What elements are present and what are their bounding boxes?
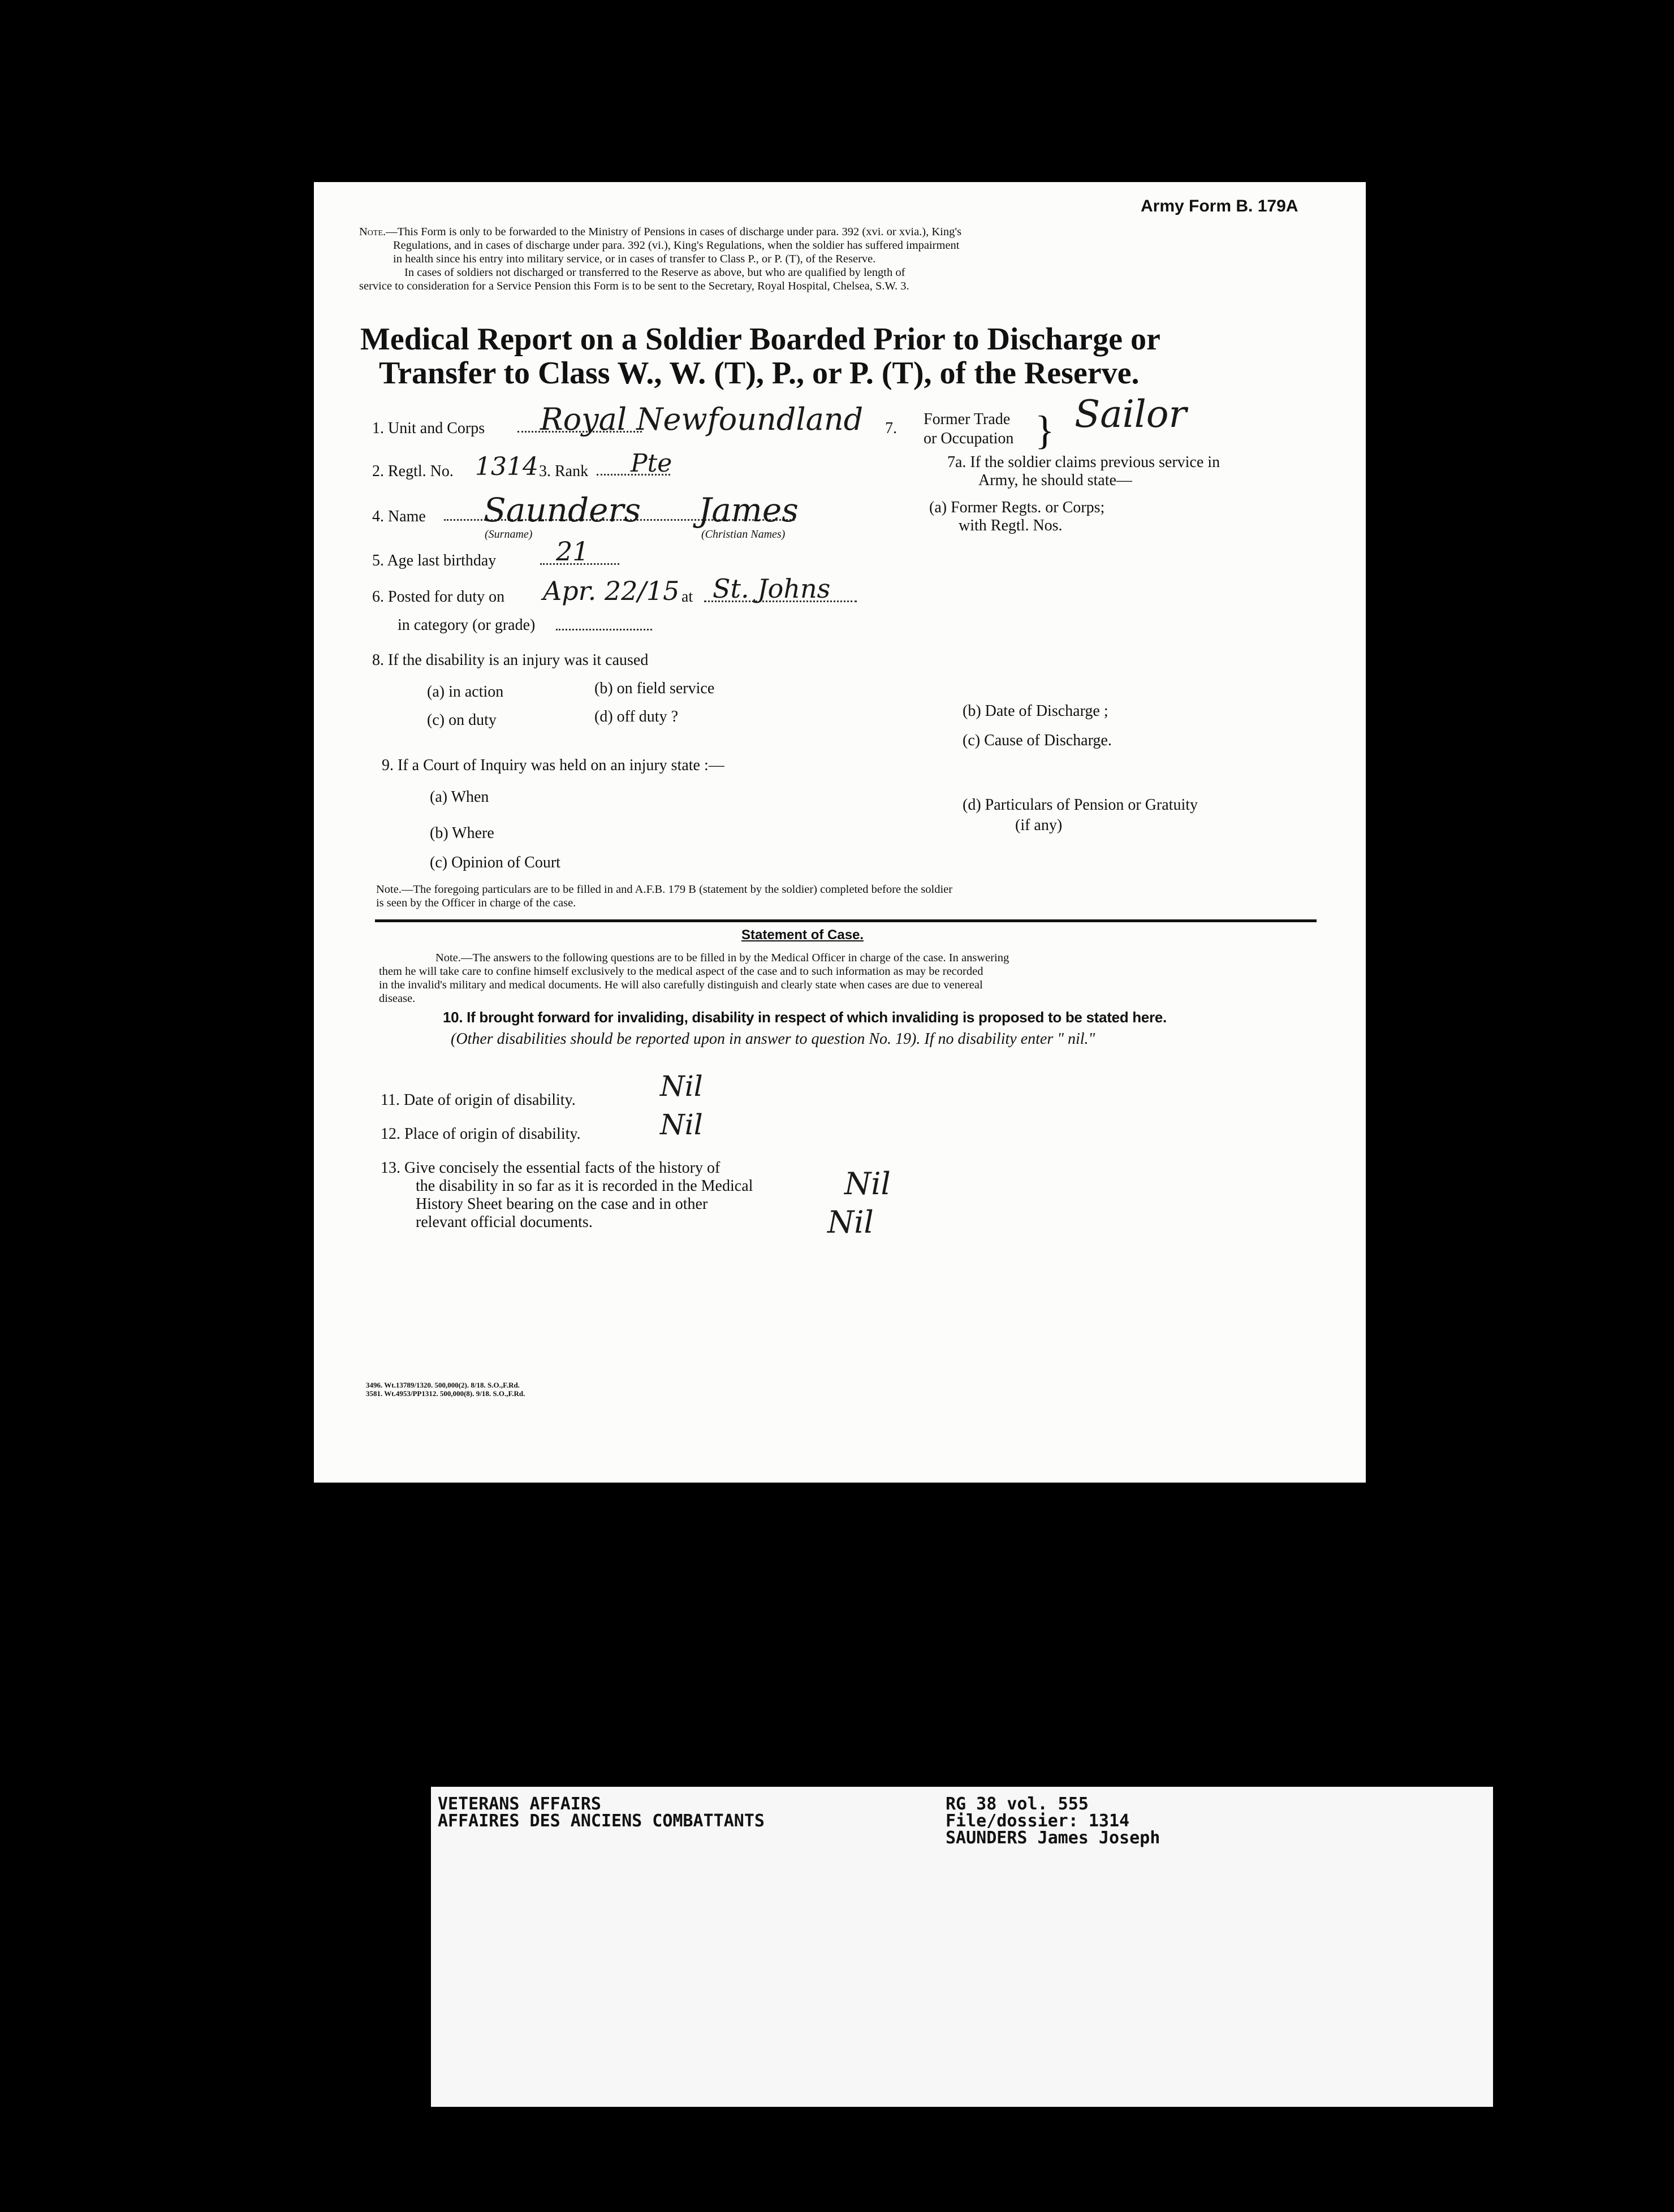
posted-at-label: at bbox=[681, 588, 693, 606]
age-value: 21 bbox=[556, 536, 589, 567]
posted-date-value: Apr. 22/15 bbox=[543, 576, 680, 606]
rank-label: 3. Rank bbox=[539, 463, 589, 480]
archive-card bbox=[431, 1787, 1493, 2107]
q12-label: 12. Place of origin of disability. bbox=[381, 1125, 581, 1143]
printer-line-1: 3496. Wt.13789/1320. 500,000(2). 8/18. S.O.,F.Rd. bbox=[366, 1381, 520, 1389]
injury-c: (c) on duty bbox=[427, 711, 497, 729]
statement-note-1: Note.—The answers to the following questions are to be filled in by the Medical Officer in charge of the case. In answering bbox=[435, 952, 1009, 964]
statement-note-2: them he will take care to confine himself exclusively to the medical aspect of the case and to such information as may be recorded bbox=[379, 965, 983, 978]
court-inquiry-label: 9. If a Court of Inquiry was held on an injury state :— bbox=[382, 757, 724, 774]
unit-label: 1. Unit and Corps bbox=[372, 420, 485, 437]
army-form-number: Army Form B. 179A bbox=[1141, 197, 1298, 215]
note-line-5: service to consideration for a Service Pension this Form is to be sent to the Secretary, Royal Hospital, Chelsea, S.W. 3. bbox=[359, 280, 909, 292]
injury-label: 8. If the disability is an injury was it caused bbox=[372, 651, 649, 669]
category-label: in category (or grade) bbox=[398, 616, 536, 634]
form-title-line-1: Medical Report on a Soldier Boarded Prior to Discharge or bbox=[360, 322, 1160, 357]
trade-value: Sailor bbox=[1075, 392, 1187, 436]
former-regts-label: (a) Former Regts. or Corps; bbox=[929, 499, 1105, 516]
note-line-4: In cases of soldiers not discharged or transferred to the Reserve as above, but who are qualified by length of bbox=[404, 266, 905, 279]
q13-value-2: Nil bbox=[827, 1204, 874, 1240]
surname-caption: (Surname) bbox=[485, 528, 533, 541]
category-dots bbox=[556, 629, 652, 630]
discharge-cause-label: (c) Cause of Discharge. bbox=[963, 732, 1112, 749]
statement-note-4: disease. bbox=[379, 992, 416, 1005]
age-label: 5. Age last birthday bbox=[372, 552, 497, 569]
card-file-number: File/dossier: 1314 bbox=[946, 1811, 1130, 1831]
q13-line-3: History Sheet bearing on the case and in other bbox=[416, 1195, 708, 1213]
prev-service-line-1: 7a. If the soldier claims previous service in bbox=[947, 453, 1220, 471]
q11-label: 11. Date of origin of disability. bbox=[381, 1091, 576, 1109]
injury-d: (d) off duty ? bbox=[594, 708, 678, 725]
mid-note-1: Note.—The foregoing particulars are to be filled in and A.F.B. 179 B (statement by the soldier) completed before the soldier bbox=[376, 883, 953, 896]
q13-value-1: Nil bbox=[844, 1166, 891, 1202]
court-when: (a) When bbox=[430, 788, 489, 806]
former-regts-label-2: with Regtl. Nos. bbox=[959, 517, 1063, 534]
card-dept-en: VETERANS AFFAIRS bbox=[438, 1794, 601, 1814]
note-label: Note. bbox=[359, 226, 386, 238]
court-opinion: (c) Opinion of Court bbox=[430, 854, 560, 871]
note-line-1: —This Form is only to be forwarded to the Ministry of Pensions in cases of discharge under para. 392 (xvi. or xvia.), King's bbox=[386, 226, 962, 238]
note-line-3: in health since his entry into military service, or in cases of transfer to Class P., or P. (T), of the Reserve. bbox=[393, 253, 876, 265]
q13-line-2: the disability in so far as it is recorded in the Medical bbox=[416, 1177, 753, 1195]
q13-line-1: 13. Give concisely the essential facts of the history of bbox=[381, 1159, 720, 1177]
card-soldier-name: SAUNDERS James Joseph bbox=[946, 1828, 1160, 1848]
injury-b: (b) on field service bbox=[594, 680, 715, 697]
field-7-number: 7. bbox=[885, 420, 897, 437]
q11-value: Nil bbox=[660, 1070, 703, 1103]
unit-value: Royal Newfoundland bbox=[540, 401, 864, 437]
card-rg-volume: RG 38 vol. 555 bbox=[946, 1794, 1089, 1814]
q13-line-4: relevant official documents. bbox=[416, 1213, 593, 1231]
mid-note-2: is seen by the Officer in charge of the case. bbox=[376, 897, 576, 909]
brace: } bbox=[1035, 408, 1055, 453]
printer-imprint bbox=[366, 1381, 525, 1398]
rank-value: Pte bbox=[631, 449, 672, 478]
statement-note-3: in the invalid's military and medical documents. He will also carefully distinguish and clearly state when cases are due to venereal bbox=[379, 979, 983, 991]
trade-label-b: or Occupation bbox=[924, 430, 1014, 447]
q12-value: Nil bbox=[660, 1108, 703, 1141]
regtl-no-value: 1314 bbox=[475, 452, 538, 481]
name-label: 4. Name bbox=[372, 508, 426, 525]
christian-caption: (Christian Names) bbox=[701, 528, 786, 541]
printer-line-2: 3581. Wt.4953/PP1312. 500,000(8). 9/18. S.O.,F.Rd. bbox=[366, 1389, 525, 1398]
form-title-line-2: Transfer to Class W., W. (T), P., or P. (T), of the Reserve. bbox=[379, 356, 1140, 391]
christian-name-value: James bbox=[698, 491, 799, 529]
posted-label: 6. Posted for duty on bbox=[372, 588, 505, 606]
injury-a: (a) in action bbox=[427, 683, 504, 701]
note-line-2: Regulations, and in cases of discharge under para. 392 (vi.), King's Regulations, when the soldier has suffered impairment bbox=[393, 239, 960, 252]
court-where: (b) Where bbox=[430, 824, 494, 842]
posted-place-value: St. Johns bbox=[713, 573, 831, 604]
pension-label-2: (if any) bbox=[1015, 816, 1063, 834]
section-divider bbox=[375, 919, 1317, 922]
trade-label-a: Former Trade bbox=[924, 411, 1011, 428]
prev-service-line-2: Army, he should state— bbox=[978, 472, 1132, 489]
form-page bbox=[314, 182, 1366, 1483]
regtl-no-label: 2. Regtl. No. bbox=[372, 463, 454, 480]
surname-value: Saunders bbox=[484, 491, 641, 529]
question-10: 10. If brought forward for invaliding, disability in respect of which invaliding is proposed to be stated here. bbox=[443, 1009, 1167, 1026]
statement-heading: Statement of Case. bbox=[741, 927, 864, 943]
question-10-note: (Other disabilities should be reported upon in answer to question No. 19). If no disability enter " nil." bbox=[451, 1030, 1095, 1048]
card-dept-fr: AFFAIRES DES ANCIENS COMBATTANTS bbox=[438, 1811, 765, 1831]
discharge-date-label: (b) Date of Discharge ; bbox=[963, 702, 1108, 720]
pension-label: (d) Particulars of Pension or Gratuity bbox=[963, 796, 1198, 814]
